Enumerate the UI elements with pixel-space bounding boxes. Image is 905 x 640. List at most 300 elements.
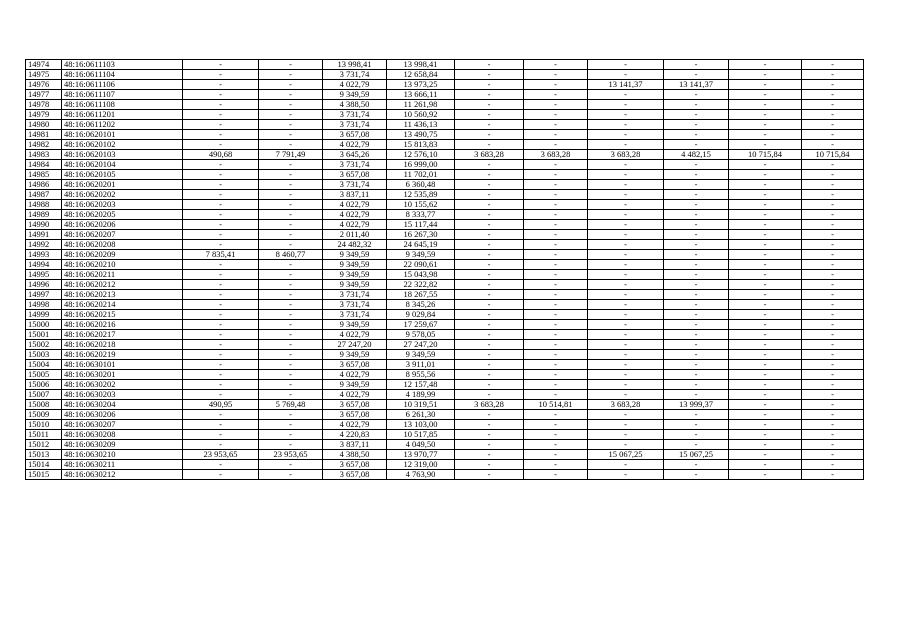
value-cell: - <box>455 60 524 70</box>
table-row <box>26 330 864 340</box>
value-cell: - <box>183 240 259 250</box>
value-cell: - <box>259 410 323 420</box>
value-cell: - <box>729 250 802 260</box>
value-cell: - <box>588 320 664 330</box>
value-cell: 9 029,84 <box>387 310 455 320</box>
value-cell: - <box>664 330 729 340</box>
value-cell: - <box>183 180 259 190</box>
value-cell: 10 319,51 <box>387 400 455 410</box>
value-cell: 3 731,74 <box>323 310 387 320</box>
row-number-cell: 14979 <box>26 110 62 120</box>
value-cell: - <box>183 380 259 390</box>
value-cell: - <box>455 370 524 380</box>
value-cell: - <box>455 70 524 80</box>
value-cell: - <box>729 80 802 90</box>
table-row <box>26 370 864 380</box>
row-number-cell: 14990 <box>26 220 62 230</box>
value-cell: 10 560,92 <box>387 110 455 120</box>
value-cell: - <box>664 100 729 110</box>
value-cell: - <box>664 160 729 170</box>
value-cell: - <box>455 160 524 170</box>
value-cell: - <box>183 340 259 350</box>
value-cell: - <box>183 210 259 220</box>
value-cell: - <box>802 60 864 70</box>
value-cell: 5 769,48 <box>259 400 323 410</box>
value-cell: - <box>802 180 864 190</box>
cadastral-number-cell: 48:16:0611104 <box>62 70 183 80</box>
value-cell: - <box>802 160 864 170</box>
value-cell: 3 731,74 <box>323 70 387 80</box>
value-cell: - <box>455 240 524 250</box>
value-cell: 6 360,48 <box>387 180 455 190</box>
table-row <box>26 210 864 220</box>
table-row <box>26 60 864 70</box>
value-cell: 490,68 <box>183 150 259 160</box>
table-row <box>26 250 864 260</box>
value-cell: - <box>183 320 259 330</box>
cadastral-number-cell: 48:16:0611201 <box>62 110 183 120</box>
table-row <box>26 450 864 460</box>
value-cell: 3 657,08 <box>323 400 387 410</box>
value-cell: - <box>259 230 323 240</box>
cadastral-number-cell: 48:16:0620205 <box>62 210 183 220</box>
value-cell: - <box>524 240 588 250</box>
cadastral-number-cell: 48:16:0620103 <box>62 150 183 160</box>
value-cell: 13 999,37 <box>664 400 729 410</box>
value-cell: - <box>259 110 323 120</box>
value-cell: - <box>664 380 729 390</box>
cadastral-number-cell: 48:16:0620218 <box>62 340 183 350</box>
value-cell: 4 022,79 <box>323 390 387 400</box>
cadastral-number-cell: 48:16:0620215 <box>62 310 183 320</box>
value-cell: - <box>588 250 664 260</box>
value-cell: - <box>729 380 802 390</box>
value-cell: - <box>524 260 588 270</box>
cadastral-number-cell: 48:16:0620214 <box>62 300 183 310</box>
value-cell: 27 247,20 <box>387 340 455 350</box>
row-number-cell: 14983 <box>26 150 62 160</box>
cadastral-number-cell: 48:16:0620211 <box>62 270 183 280</box>
value-cell: 10 715,84 <box>729 150 802 160</box>
value-cell: - <box>183 470 259 480</box>
value-cell: 15 067,25 <box>588 450 664 460</box>
value-cell: - <box>455 120 524 130</box>
cadastral-number-cell: 48:16:0630210 <box>62 450 183 460</box>
value-cell: - <box>524 170 588 180</box>
value-cell: 13 970,77 <box>387 450 455 460</box>
value-cell: - <box>455 410 524 420</box>
value-cell: - <box>455 330 524 340</box>
table-row <box>26 270 864 280</box>
value-cell: - <box>183 230 259 240</box>
value-cell: 24 645,19 <box>387 240 455 250</box>
value-cell: 13 998,41 <box>323 60 387 70</box>
value-cell: - <box>802 210 864 220</box>
value-cell: - <box>524 60 588 70</box>
cadastral-number-cell: 48:16:0620207 <box>62 230 183 240</box>
row-number-cell: 14982 <box>26 140 62 150</box>
value-cell: 7 791,49 <box>259 150 323 160</box>
value-cell: 4 022,79 <box>323 210 387 220</box>
value-cell: - <box>455 80 524 90</box>
row-number-cell: 15002 <box>26 340 62 350</box>
value-cell: - <box>729 190 802 200</box>
value-cell: - <box>183 200 259 210</box>
value-cell: - <box>524 340 588 350</box>
cadastral-number-cell: 48:16:0620217 <box>62 330 183 340</box>
cadastral-number-cell: 48:16:0620105 <box>62 170 183 180</box>
value-cell: - <box>524 370 588 380</box>
value-cell: - <box>455 210 524 220</box>
value-cell: - <box>802 330 864 340</box>
value-cell: - <box>455 310 524 320</box>
value-cell: 3 657,08 <box>323 460 387 470</box>
cadastral-number-cell: 48:16:0630201 <box>62 370 183 380</box>
value-cell: - <box>455 90 524 100</box>
value-cell: - <box>802 170 864 180</box>
value-cell: 3 731,74 <box>323 160 387 170</box>
value-cell: - <box>664 340 729 350</box>
value-cell: - <box>183 70 259 80</box>
value-cell: - <box>588 460 664 470</box>
row-number-cell: 14988 <box>26 200 62 210</box>
value-cell: 11 261,98 <box>387 100 455 110</box>
value-cell: 10 715,84 <box>802 150 864 160</box>
value-cell: 8 333,77 <box>387 210 455 220</box>
value-cell: - <box>729 440 802 450</box>
value-cell: 9 349,59 <box>323 380 387 390</box>
cadastral-number-cell: 48:16:0620104 <box>62 160 183 170</box>
value-cell: 4 022,79 <box>323 200 387 210</box>
value-cell: - <box>183 270 259 280</box>
value-cell: - <box>183 60 259 70</box>
cadastral-number-cell: 48:16:0630202 <box>62 380 183 390</box>
value-cell: - <box>802 430 864 440</box>
value-cell: - <box>259 290 323 300</box>
value-cell: - <box>183 360 259 370</box>
value-cell: - <box>664 180 729 190</box>
value-cell: - <box>524 330 588 340</box>
value-cell: - <box>259 100 323 110</box>
value-cell: - <box>729 270 802 280</box>
value-cell: 13 141,37 <box>664 80 729 90</box>
table-row <box>26 360 864 370</box>
value-cell: - <box>664 140 729 150</box>
value-cell: - <box>183 80 259 90</box>
value-cell: - <box>259 70 323 80</box>
value-cell: - <box>259 240 323 250</box>
value-cell: - <box>664 230 729 240</box>
value-cell: - <box>729 420 802 430</box>
row-number-cell: 15007 <box>26 390 62 400</box>
value-cell: 27 247,20 <box>323 340 387 350</box>
value-cell: 10 517,85 <box>387 430 455 440</box>
value-cell: - <box>588 210 664 220</box>
value-cell: - <box>455 460 524 470</box>
value-cell: - <box>588 100 664 110</box>
value-cell: - <box>259 200 323 210</box>
row-number-cell: 14986 <box>26 180 62 190</box>
value-cell: - <box>455 470 524 480</box>
cadastral-number-cell: 48:16:0630208 <box>62 430 183 440</box>
table-row <box>26 340 864 350</box>
cadastral-number-cell: 48:16:0630101 <box>62 360 183 370</box>
value-cell: 4 022,79 <box>323 80 387 90</box>
value-cell: 13 103,00 <box>387 420 455 430</box>
table-row <box>26 350 864 360</box>
value-cell: - <box>729 400 802 410</box>
value-cell: 15 067,25 <box>664 450 729 460</box>
value-cell: - <box>729 410 802 420</box>
row-number-cell: 14985 <box>26 170 62 180</box>
value-cell: 10 155,62 <box>387 200 455 210</box>
value-cell: - <box>729 60 802 70</box>
row-number-cell: 14998 <box>26 300 62 310</box>
row-number-cell: 15015 <box>26 470 62 480</box>
cadastral-number-cell: 48:16:0630211 <box>62 460 183 470</box>
value-cell: - <box>183 140 259 150</box>
value-cell: - <box>729 230 802 240</box>
table-row <box>26 90 864 100</box>
value-cell: - <box>259 140 323 150</box>
value-cell: - <box>729 130 802 140</box>
value-cell: - <box>183 120 259 130</box>
value-cell: - <box>524 100 588 110</box>
value-cell: - <box>729 200 802 210</box>
value-cell: - <box>664 370 729 380</box>
value-cell: - <box>524 390 588 400</box>
value-cell: - <box>729 180 802 190</box>
data-table <box>25 59 864 480</box>
value-cell: - <box>664 290 729 300</box>
table-row <box>26 230 864 240</box>
value-cell: - <box>802 140 864 150</box>
value-cell: - <box>802 300 864 310</box>
value-cell: - <box>455 390 524 400</box>
value-cell: - <box>802 130 864 140</box>
value-cell: - <box>524 80 588 90</box>
row-number-cell: 15010 <box>26 420 62 430</box>
value-cell: - <box>259 190 323 200</box>
value-cell: - <box>664 210 729 220</box>
value-cell: 9 349,59 <box>323 270 387 280</box>
value-cell: 15 043,98 <box>387 270 455 280</box>
value-cell: 3 731,74 <box>323 180 387 190</box>
value-cell: - <box>588 230 664 240</box>
value-cell: - <box>729 430 802 440</box>
value-cell: 4 022,79 <box>323 220 387 230</box>
value-cell: 3 837,11 <box>323 190 387 200</box>
table-row <box>26 240 864 250</box>
value-cell: - <box>729 320 802 330</box>
value-cell: - <box>455 180 524 190</box>
value-cell: - <box>524 160 588 170</box>
value-cell: 18 267,55 <box>387 290 455 300</box>
value-cell: - <box>802 460 864 470</box>
value-cell: 8 460,77 <box>259 250 323 260</box>
value-cell: - <box>802 250 864 260</box>
value-cell: - <box>524 120 588 130</box>
cadastral-number-cell: 48:16:0620102 <box>62 140 183 150</box>
value-cell: - <box>802 190 864 200</box>
value-cell: - <box>802 340 864 350</box>
value-cell: - <box>588 470 664 480</box>
value-cell: 13 141,37 <box>588 80 664 90</box>
value-cell: - <box>664 320 729 330</box>
value-cell: - <box>664 310 729 320</box>
value-cell: 3 657,08 <box>323 360 387 370</box>
value-cell: 3 683,28 <box>524 150 588 160</box>
value-cell: - <box>729 240 802 250</box>
value-cell: - <box>729 340 802 350</box>
value-cell: 4 482,15 <box>664 150 729 160</box>
value-cell: - <box>588 240 664 250</box>
value-cell: - <box>183 370 259 380</box>
value-cell: - <box>588 280 664 290</box>
value-cell: 3 731,74 <box>323 120 387 130</box>
value-cell: - <box>588 60 664 70</box>
cadastral-number-cell: 48:16:0620101 <box>62 130 183 140</box>
cadastral-number-cell: 48:16:0630206 <box>62 410 183 420</box>
value-cell: - <box>802 320 864 330</box>
value-cell: - <box>259 90 323 100</box>
value-cell: 3 683,28 <box>455 150 524 160</box>
value-cell: - <box>183 280 259 290</box>
table-row <box>26 470 864 480</box>
table-row <box>26 400 864 410</box>
value-cell: 16 267,30 <box>387 230 455 240</box>
value-cell: - <box>729 470 802 480</box>
value-cell: - <box>524 130 588 140</box>
value-cell: 12 576,10 <box>387 150 455 160</box>
value-cell: - <box>524 470 588 480</box>
value-cell: - <box>729 170 802 180</box>
row-number-cell: 14991 <box>26 230 62 240</box>
value-cell: - <box>183 350 259 360</box>
value-cell: - <box>664 120 729 130</box>
table-row <box>26 440 864 450</box>
value-cell: - <box>524 350 588 360</box>
value-cell: - <box>524 210 588 220</box>
value-cell: - <box>259 310 323 320</box>
cadastral-number-cell: 48:16:0620209 <box>62 250 183 260</box>
value-cell: - <box>524 220 588 230</box>
value-cell: - <box>802 240 864 250</box>
value-cell: - <box>455 250 524 260</box>
value-cell: - <box>664 350 729 360</box>
value-cell: - <box>588 420 664 430</box>
table-row <box>26 80 864 90</box>
value-cell: - <box>802 110 864 120</box>
value-cell: - <box>588 290 664 300</box>
value-cell: - <box>259 340 323 350</box>
value-cell: - <box>259 430 323 440</box>
value-cell: - <box>183 290 259 300</box>
value-cell: 4 022,79 <box>323 140 387 150</box>
value-cell: - <box>455 230 524 240</box>
value-cell: - <box>729 310 802 320</box>
table-row <box>26 280 864 290</box>
value-cell: - <box>455 260 524 270</box>
value-cell: 3 657,08 <box>323 410 387 420</box>
value-cell: 23 953,65 <box>259 450 323 460</box>
value-cell: - <box>802 440 864 450</box>
row-number-cell: 15005 <box>26 370 62 380</box>
value-cell: - <box>455 130 524 140</box>
value-cell: 2 011,40 <box>323 230 387 240</box>
value-cell: - <box>664 270 729 280</box>
table-row <box>26 200 864 210</box>
value-cell: - <box>802 100 864 110</box>
value-cell: - <box>729 460 802 470</box>
value-cell: - <box>588 190 664 200</box>
table-row <box>26 180 864 190</box>
value-cell: - <box>802 350 864 360</box>
value-cell: - <box>524 190 588 200</box>
value-cell: - <box>664 200 729 210</box>
value-cell: - <box>183 220 259 230</box>
value-cell: - <box>259 270 323 280</box>
value-cell: 23 953,65 <box>183 450 259 460</box>
value-cell: - <box>524 290 588 300</box>
value-cell: - <box>259 300 323 310</box>
value-cell: - <box>183 130 259 140</box>
value-cell: - <box>588 360 664 370</box>
value-cell: - <box>524 440 588 450</box>
value-cell: - <box>524 280 588 290</box>
value-cell: - <box>588 390 664 400</box>
cadastral-number-cell: 48:16:0620208 <box>62 240 183 250</box>
value-cell: - <box>588 310 664 320</box>
value-cell: - <box>259 80 323 90</box>
row-number-cell: 14978 <box>26 100 62 110</box>
value-cell: - <box>802 290 864 300</box>
cadastral-number-cell: 48:16:0620202 <box>62 190 183 200</box>
value-cell: 15 813,83 <box>387 140 455 150</box>
value-cell: 4 388,50 <box>323 450 387 460</box>
value-cell: - <box>524 140 588 150</box>
value-cell: - <box>802 410 864 420</box>
value-cell: 9 349,59 <box>323 90 387 100</box>
value-cell: - <box>183 260 259 270</box>
value-cell: - <box>524 250 588 260</box>
value-cell: - <box>455 380 524 390</box>
row-number-cell: 14996 <box>26 280 62 290</box>
value-cell: - <box>729 390 802 400</box>
value-cell: - <box>664 130 729 140</box>
value-cell: - <box>588 130 664 140</box>
value-cell: - <box>664 280 729 290</box>
value-cell: 3 837,11 <box>323 440 387 450</box>
value-cell: - <box>259 370 323 380</box>
value-cell: 12 319,00 <box>387 460 455 470</box>
row-number-cell: 14997 <box>26 290 62 300</box>
value-cell: 24 482,32 <box>323 240 387 250</box>
value-cell: - <box>729 70 802 80</box>
value-cell: - <box>524 460 588 470</box>
value-cell: - <box>729 140 802 150</box>
table-row <box>26 110 864 120</box>
cadastral-number-cell: 48:16:0611108 <box>62 100 183 110</box>
value-cell: 22 090,61 <box>387 260 455 270</box>
value-cell: - <box>664 220 729 230</box>
value-cell: - <box>455 300 524 310</box>
cadastral-number-cell: 48:16:0620203 <box>62 200 183 210</box>
value-cell: - <box>524 410 588 420</box>
row-number-cell: 14976 <box>26 80 62 90</box>
row-number-cell: 15006 <box>26 380 62 390</box>
value-cell: 3 911,01 <box>387 360 455 370</box>
